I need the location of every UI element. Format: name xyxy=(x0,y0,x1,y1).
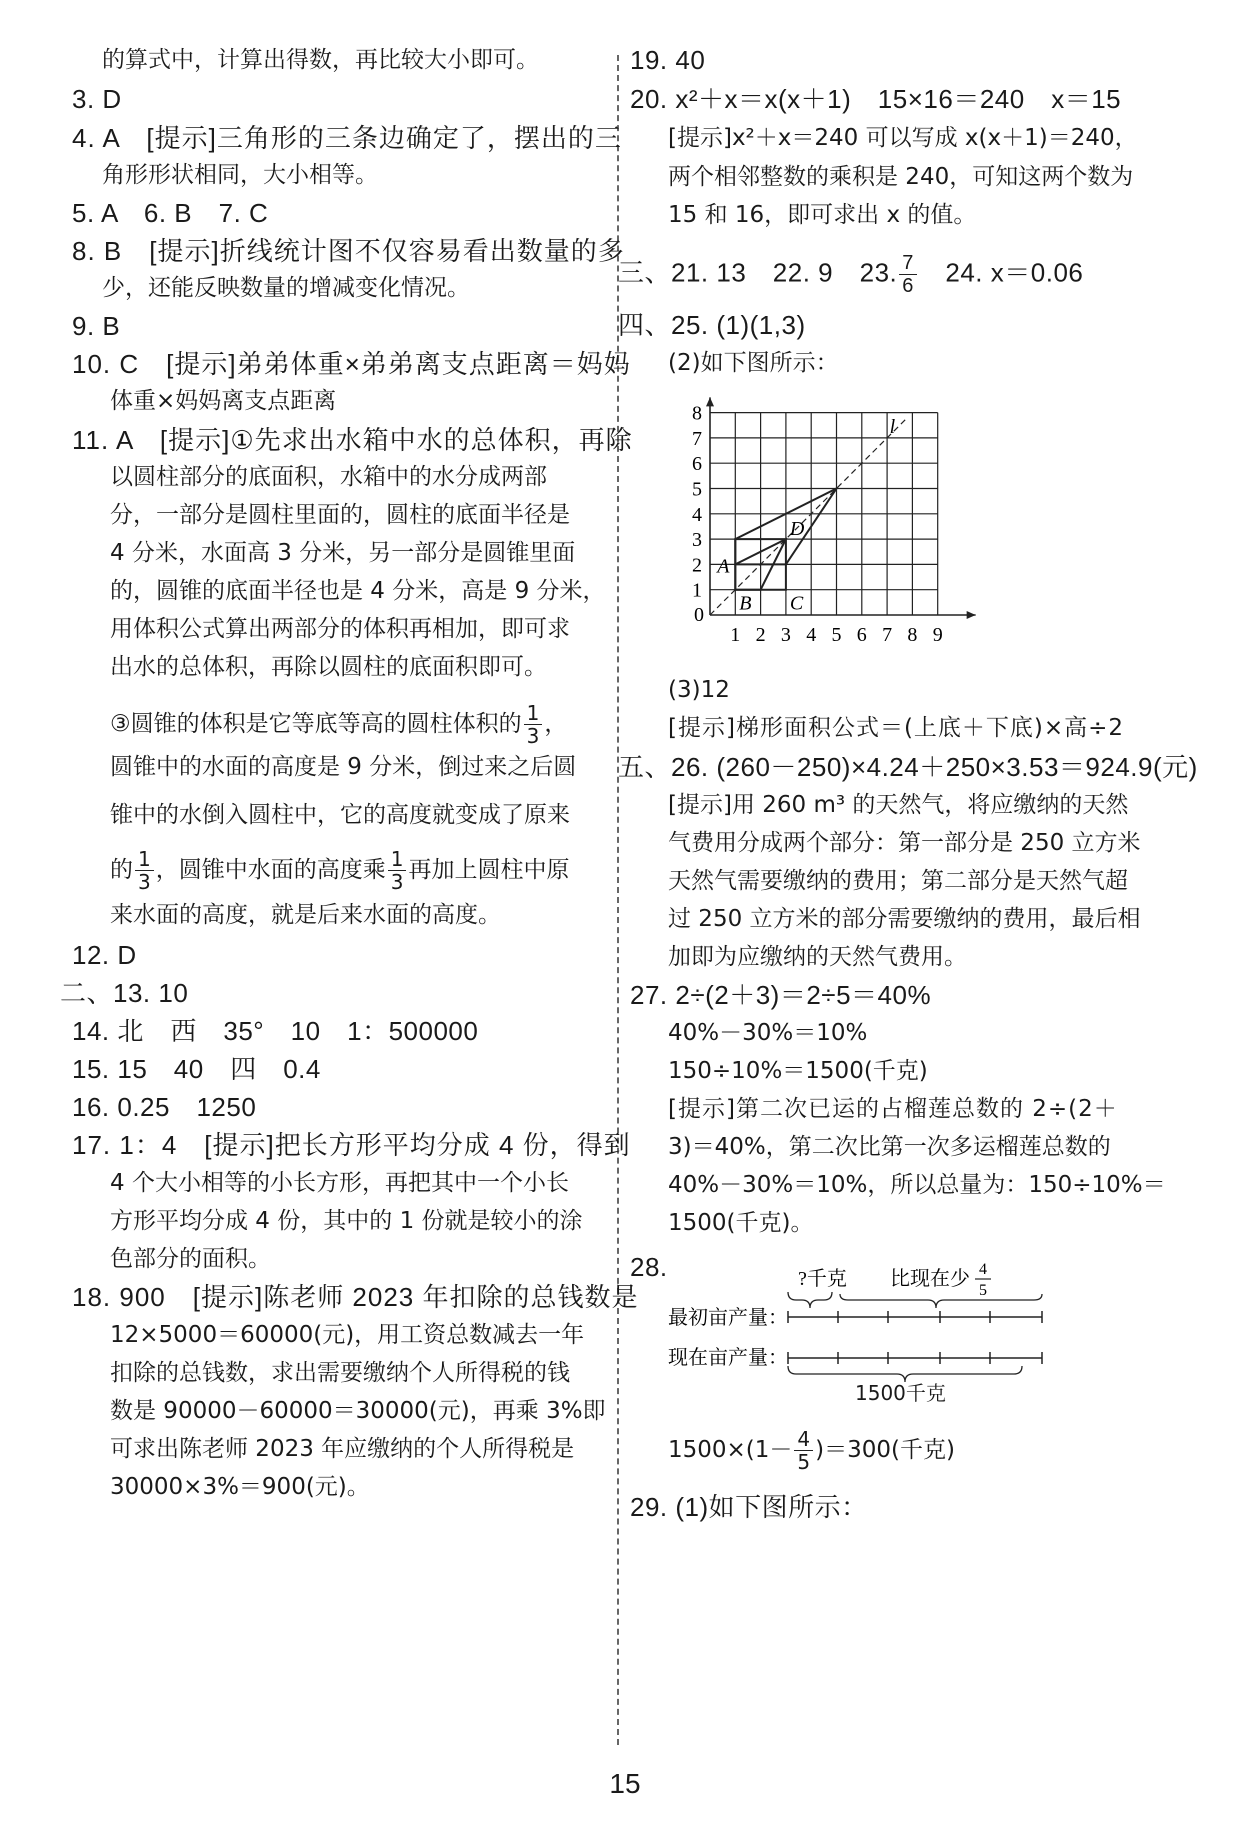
total-label: 1500千克 xyxy=(855,1381,946,1405)
page-number: 15 xyxy=(609,1768,641,1799)
answer-12: 12. D xyxy=(72,940,137,970)
text-line: 可求出陈老师 2023 年应缴纳的个人所得税是 xyxy=(110,1436,575,1462)
fraction-denominator: 6 xyxy=(902,275,914,297)
text-line: 来水面的高度，就是后来水面的高度。 xyxy=(110,902,501,928)
answer-11: 11. A [提示]①先求出水箱中水的总体积，再除 xyxy=(72,425,633,455)
text-line: [提示]x²＋x＝240 可以写成 x(x＋1)＝240， xyxy=(668,125,1138,151)
brace-top-right xyxy=(840,1294,1042,1308)
text-line: 1500(千克)。 xyxy=(668,1210,814,1236)
x-tick-label: 4 xyxy=(806,624,817,646)
answer-8: 8. B [提示]折线统计图不仅容易看出数量的多 xyxy=(72,236,625,266)
text-line: 4 个大小相等的小长方形，再把其中一个小长 xyxy=(110,1170,569,1196)
answer-15: 15. 15 40 四 0.4 xyxy=(72,1054,321,1084)
section-5-answer-26: 五、26. (260－250)×4.24＋250×3.53＝924.9(元) xyxy=(618,752,1198,782)
text-line: 过 250 立方米的部分需要缴纳的费用，最后相 xyxy=(668,906,1141,932)
text-line: 两个相邻整数的乘积是 240，可知这两个数为 xyxy=(668,164,1134,190)
y-tick-label: 4 xyxy=(692,503,702,526)
answer-27: 27. 2÷(2＋3)＝2÷5＝40% xyxy=(630,980,932,1010)
x-axis-arrow xyxy=(967,611,976,619)
text-line-fraction xyxy=(110,702,567,747)
y-axis-arrow xyxy=(706,397,714,406)
y-tick-label: 6 xyxy=(692,453,702,476)
text-line: 数是 90000－60000＝30000(元)，再乘 3%即 xyxy=(110,1398,606,1424)
text-line: (3)12 xyxy=(668,677,730,703)
fraction-numerator: 4 xyxy=(794,1428,813,1451)
text-line: 40%－30%＝10% xyxy=(668,1020,868,1046)
fraction-numerator: 7 xyxy=(899,252,917,275)
answer-20: 20. x²＋x＝x(x＋1) 15×16＝240 x＝15 xyxy=(630,84,1122,114)
text-line: 方形平均分成 4 份，其中的 1 份就是较小的涂 xyxy=(110,1208,583,1234)
text-line: 用体积公式算出两部分的体积再相加，即可求 xyxy=(110,616,570,642)
text-line-fraction xyxy=(110,848,569,893)
section-2-answer-13: 二、13. 10 xyxy=(60,978,189,1008)
text-line: 30000×3%＝900(元)。 xyxy=(110,1474,370,1500)
point-label-a: A xyxy=(717,555,730,578)
text-line: 圆锥中的水面的高度是 9 分米，倒过来之后圆 xyxy=(110,754,577,780)
text-line: 分，一部分是圆柱里面的，圆柱的底面半径是 xyxy=(110,502,570,528)
fraction-denominator: 3 xyxy=(526,724,540,748)
fraction-four-fifths xyxy=(794,1428,813,1473)
text-line: 的，圆锥的底面半径也是 4 分米，高是 9 分米， xyxy=(110,578,606,604)
text-line: 少，还能反映数量的增减变化情况。 xyxy=(102,275,470,301)
text-segment: 的 xyxy=(110,857,133,883)
answer-10: 10. C [提示]弟弟体重×弟弟离支点距离＝妈妈 xyxy=(72,349,631,379)
answer-28: 28. xyxy=(630,1252,668,1282)
text-line: (2)如下图所示： xyxy=(668,350,839,376)
y-tick-label: 5 xyxy=(692,478,702,501)
section-4-answer-25: 四、25. (1)(1,3) xyxy=(618,310,806,340)
x-tick-label: 7 xyxy=(882,624,893,646)
x-tick-label: 2 xyxy=(755,624,766,646)
text-segment: )＝300(千克) xyxy=(815,1437,955,1463)
symmetry-line-label: l xyxy=(889,415,896,438)
y-tick-label: 7 xyxy=(692,427,702,450)
text-line: 角形形状相同，大小相等。 xyxy=(102,162,378,188)
text-line: 锥中的水倒入圆柱中，它的高度就变成了原来 xyxy=(110,802,570,828)
origin-label: 0 xyxy=(694,604,704,626)
symmetry-line xyxy=(710,415,907,615)
text-line: 40%－30%＝10%，所以总量为：150÷10%＝ xyxy=(668,1172,1166,1198)
text-line-fraction xyxy=(668,1428,955,1473)
answer-3: 3. D xyxy=(72,84,122,114)
point-label-b: B xyxy=(739,592,752,615)
y-tick-label: 1 xyxy=(692,579,702,602)
text-line: 扣除的总钱数，求出需要缴纳个人所得税的钱 xyxy=(110,1360,570,1386)
answer-5-7: 5. A 6. B 7. C xyxy=(72,198,269,228)
fraction-denominator: 5 xyxy=(797,1450,811,1474)
brace-top-left xyxy=(788,1292,832,1308)
text-line: [提示]第二次已运的占榴莲总数的 2÷(2＋ xyxy=(668,1096,1118,1122)
text-line: 体重×妈妈离支点距离 xyxy=(110,388,337,414)
text-segment: 三、21. 13 22. 9 23. xyxy=(618,257,898,288)
text-line: 加即为应缴纳的天然气费用。 xyxy=(668,944,967,970)
point-label-c: C xyxy=(789,592,804,615)
fraction-seven-sixths xyxy=(899,252,917,297)
answer-14: 14. 北 西 35° 10 1：500000 xyxy=(72,1016,479,1046)
y-tick-label: 2 xyxy=(692,554,702,577)
fraction-denominator: 3 xyxy=(138,870,151,894)
text-line: 气费用分成两个部分：第一部分是 250 立方米 xyxy=(668,830,1141,856)
text-segment: ③圆锥的体积是它等底等高的圆柱体积的 xyxy=(110,711,522,737)
y-tick-label: 3 xyxy=(692,529,702,552)
text-line: 15 和 16，即可求出 x 的值。 xyxy=(668,202,977,228)
fraction-numerator: 1 xyxy=(524,702,543,725)
text-line: [提示]梯形面积公式＝(上底＋下底)×高÷2 xyxy=(668,715,1125,741)
answer-9: 9. B xyxy=(72,311,121,341)
x-tick-label: 9 xyxy=(932,624,943,646)
segment-diagram xyxy=(668,1260,1058,1390)
point-label-d: D xyxy=(789,518,805,541)
text-segment: 再加上圆柱中原 xyxy=(408,857,570,883)
row-label-current: 现在亩产量： xyxy=(668,1347,788,1369)
answer-18: 18. 900 [提示]陈老师 2023 年扣除的总钱数是 xyxy=(72,1282,639,1312)
text-line: 色部分的面积。 xyxy=(110,1246,271,1272)
answer-19: 19. 40 xyxy=(630,45,706,75)
answer-4: 4. A [提示]三角形的三条边确定了，摆出的三 xyxy=(72,123,622,153)
text-line: 3)＝40%，第二次比第一次多运榴莲总数的 xyxy=(668,1134,1111,1160)
text-segment: ， xyxy=(544,711,568,737)
coordinate-grid-figure xyxy=(660,385,990,660)
row-label-original: 最初亩产量： xyxy=(668,1307,788,1329)
text-line: 出水的总体积，再除以圆柱的底面积即可。 xyxy=(110,654,547,680)
x-tick-label: 1 xyxy=(730,624,741,646)
fraction-denominator: 5 xyxy=(979,1282,987,1299)
answer-29: 29. (1)如下图所示： xyxy=(630,1492,868,1522)
fraction-one-third xyxy=(388,848,407,893)
question-label: ?千克 xyxy=(798,1268,847,1290)
text-segment: 1500×(1－ xyxy=(668,1437,793,1463)
answer-16: 16. 0.25 1250 xyxy=(72,1092,257,1122)
text-line: 天然气需要缴纳的费用；第二部分是天然气超 xyxy=(668,868,1128,894)
fraction-numerator: 1 xyxy=(388,848,407,871)
text-segment: ，圆锥中水面的高度乘 xyxy=(155,857,386,883)
fraction-numerator: 4 xyxy=(979,1261,987,1278)
text-line: 12×5000＝60000(元)，用工资总数减去一年 xyxy=(110,1322,585,1348)
diff-label: 比现在少 xyxy=(890,1268,970,1290)
fraction-one-third xyxy=(524,702,543,747)
section-3-answers xyxy=(618,252,1083,297)
text-line: 的算式中，计算出得数，再比较大小即可。 xyxy=(102,47,539,73)
text-line: [提示]用 260 m³ 的天然气，将应缴纳的天然 xyxy=(668,792,1129,818)
text-line: 以圆柱部分的底面积，水箱中的水分成两部 xyxy=(110,464,547,490)
x-tick-label: 5 xyxy=(831,624,842,646)
x-tick-label: 6 xyxy=(856,624,867,646)
x-tick-label: 8 xyxy=(907,624,918,646)
answer-17: 17. 1：4 [提示]把长方形平均分成 4 份，得到 xyxy=(72,1130,631,1160)
y-tick-label: 8 xyxy=(692,402,702,425)
x-tick-label: 3 xyxy=(780,624,791,646)
text-line: 4 分米，水面高 3 分米，另一部分是圆锥里面 xyxy=(110,540,576,566)
text-line: 150÷10%＝1500(千克) xyxy=(668,1058,928,1084)
text-segment: 24. x＝0.06 xyxy=(918,257,1084,288)
fraction-one-third xyxy=(135,848,154,893)
fraction-numerator: 1 xyxy=(135,848,154,871)
column-divider xyxy=(617,55,619,1745)
fraction-denominator: 3 xyxy=(390,870,404,894)
